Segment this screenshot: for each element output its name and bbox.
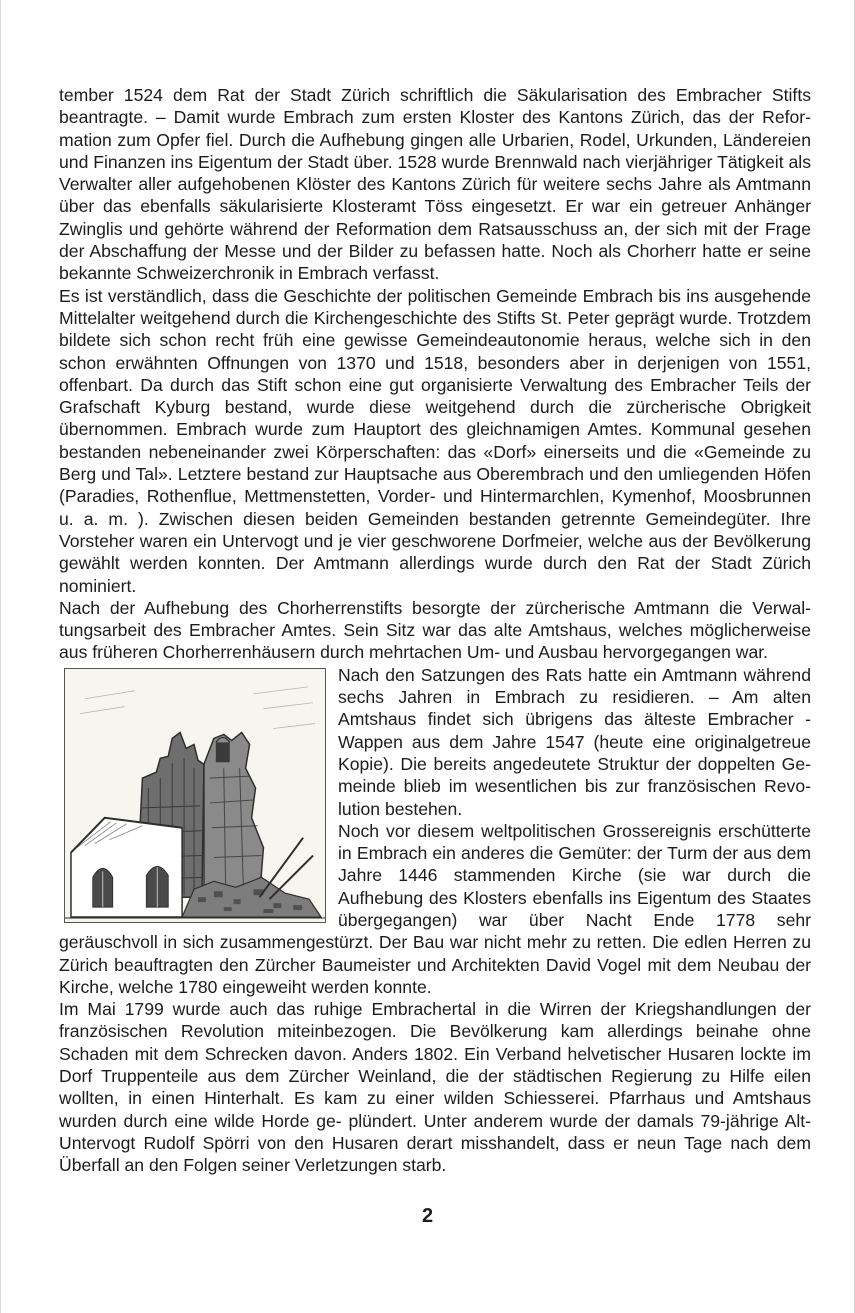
page-number: 2	[421, 1205, 434, 1227]
church-tower-illustration	[64, 668, 326, 923]
paragraph: tember 1524 dem Rat der Stadt Zürich schriftlich die Säkularisation des Embracher Stifts beantragte. – Damit wurde Embrach zum ersten Kloster des Kantons Zürich, das der Reformation zum Opfer fiel. Durch die Aufhebung gingen alle Urbarien, Rodel, Urkunden, Ländereien und Finanzen ins Eigentum der Stadt über. 1528 wurde Brennwald nach vierjähriger Tätigkeit als Verwalter aller aufgehobenen Klöster des Kantons Zürich für weitere sechs Jahre als Amtmann über das ebenfalls säkularisierte Klosteramt Töss eingesetzt. Er war ein getreuer Anhänger Zwinglis und gehörte während der Reformation dem Ratsausschuss an, der sich mit der Frage der Abschaffung der Messe und der Bilder zu befassen hatte. Noch als Chorherr hatte er seine bekannte Schweizerchronik in Embrach verfasst.	[59, 85, 811, 284]
body-text	[59, 84, 811, 1177]
page-edge-left	[0, 0, 1, 1313]
paragraph: Nach den Satzungen des Rats hatte ein Amtmann während sechs Jahren in Embrach zu residieren. – Am alten Amtshaus findet sich übrigens das älteste Embracher - Wappen aus dem Jahre 1547 (heute eine originalgetreue Kopie). Die bereits angedeutete Struktur der doppelten Gemeinde blieb im wesentlichen bis zur französischen Revolution bestehen.	[338, 664, 811, 819]
paragraph: Es ist verständlich, dass die Geschichte der politischen Gemeinde Embrach bis ins ausgehende Mittelalter weitgehend durch die Kirchengeschichte des Stifts St. Peter geprägt wurde. Trotzdem bildete sich schon recht früh eine gewisse Gemeindeautonomie heraus, welche sich in den schon erwähnten Offnungen von 1370 und 1518, besonders aber in derjenigen von 1551, offenbart. Da durch das Stift schon eine gut organisierte Verwaltung des Embracher Teils der Grafschaft Kyburg bestand, wurde diese weitgehend durch die zürcherische Obrigkeit übernommen. Embrach wurde zum Hauptort des gleichnamigen Amtes. Kommunal gesehen bestanden nebeneinander zwei Körperschaften: das «Dorf» einerseits und die «Gemeinde zu Berg und Tal». Letztere bestand zur Hauptsache aus Oberembrach und den umliegenden Höfen (Paradies, Rothenflue, Mettmenstetten, Vorder- und Hintermarchlen, Kymenhof, Moosbrunnen u. a. m. ). Zwischen diesen beiden Gemeinden bestanden getrennte Gemeindegüter. Ihre Vorsteher waren ein Untervogt und je vier geschworene Dorfmeier, welche aus der Bevölkerung gewählt werden konnten. Der Amtmann allerdings wurde durch den Rat der Stadt Zürich nominiert.	[59, 285, 811, 596]
paragraph: Im Mai 1799 wurde auch das ruhige Embrachertal in die Wirren der Kriegshandlungen der französischen Revolution miteinbezogen. Die Bevölkerung kam allerdings beinahe ohne Schaden mit dem Schrecken davon. Anders 1802. Ein Verband helvetischer Husaren lockte im Dorf Truppenteile aus dem Zürcher Weinland, die der städtischen Regierung zu Hilfe eilen wollten, in einen Hinterhalt. Es kam zu einer wilden Schiesserei. Pfarrhaus und Amtshaus wurden durch eine wilde Horde ge- plündert. Unter anderem wurde der damals 79-jährige Alt-Untervogt Rudolf Spörri von den Husaren derart misshandelt, dass er neun Tage nach dem Überfall an den Folgen seiner Verletzungen starb.	[59, 999, 811, 1176]
paragraph: Noch vor diesem weltpolitischen Grossereignis erschütterte in Embrach ein anderes die Gemüter: der Turm der aus dem Jahre 1446 stammenden Kirche (sie war durch die Aufhebung des Klosters ebenfalls ins Eigentum des Staates übergegangen) war über Nacht Ende 1778 sehr geräuschvoll in sich zusammengestürzt. Der Bau war nicht mehr zu retten. Die edlen Herren zu Zürich beauftragten den Zürcher Baumeister und Architekten David Vogel mit dem Neubau der Kirche, welche 1780 eingeweiht werden konnte.	[59, 820, 811, 997]
paragraph: Nach der Aufhebung des Chorherrenstifts besorgte der zürcherische Amtmann die Verwaltungsarbeit des Embracher Amtes. Sein Sitz war das alte Amtshaus, welches möglicherweise aus früheren Chorherrenhäusern durch mehrtachen Um- und Ausbau hervorgegangen war.	[59, 597, 811, 663]
